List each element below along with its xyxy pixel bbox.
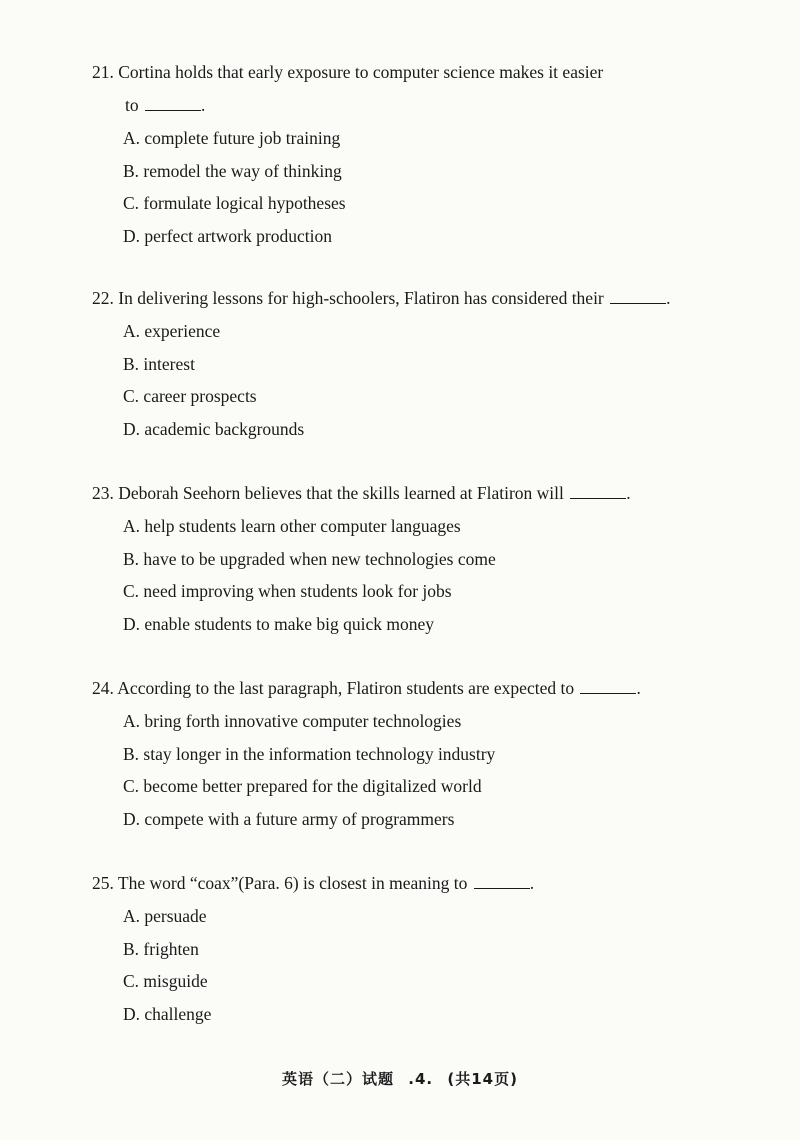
stem-text: 25. The word “coax”(Para. 6) is closest in meaning to bbox=[92, 873, 468, 893]
stem-text-cont: to bbox=[125, 95, 139, 115]
stem-text: 24. According to the last paragraph, Flatiron students are expected to bbox=[92, 678, 575, 698]
stem-text: 23. Deborah Seehorn believes that the skills learned at Flatiron will bbox=[92, 483, 564, 503]
option-b: B. have to be upgraded when new technologies come bbox=[123, 548, 496, 569]
option-a: A. help students learn other computer languages bbox=[123, 516, 461, 536]
option-c: C. need improving when students look for jobs bbox=[123, 581, 452, 601]
footer-total-pages: (共14页) bbox=[447, 1070, 518, 1088]
footer-page-number: .4. bbox=[408, 1070, 434, 1088]
option-a: A. experience bbox=[123, 321, 221, 341]
option-a: A. bring forth innovative computer technologies bbox=[123, 711, 462, 731]
options-list bbox=[92, 315, 732, 445]
option-d: D. perfect artwork production bbox=[123, 225, 332, 246]
stem-end: . bbox=[666, 288, 671, 308]
question-stem bbox=[92, 867, 732, 900]
options-list bbox=[92, 900, 732, 1030]
option-b: B. interest bbox=[123, 353, 195, 374]
question-23 bbox=[92, 477, 732, 640]
question-stem bbox=[92, 56, 732, 122]
option-a: A. complete future job training bbox=[123, 128, 341, 148]
question-stem bbox=[92, 672, 732, 705]
stem-end: . bbox=[636, 678, 641, 698]
option-d: D. compete with a future army of programmers bbox=[123, 808, 455, 829]
option-d: D. challenge bbox=[123, 1003, 212, 1024]
options-list bbox=[92, 510, 732, 640]
stem-continuation bbox=[92, 89, 732, 122]
options-list bbox=[92, 122, 732, 252]
stem-text: 21. Cortina holds that early exposure to computer science makes it easier bbox=[92, 62, 604, 82]
option-b: B. stay longer in the information technology industry bbox=[123, 743, 496, 764]
stem-end: . bbox=[201, 95, 206, 115]
option-b: B. frighten bbox=[123, 938, 199, 959]
question-25 bbox=[92, 867, 732, 1030]
page-footer bbox=[0, 1068, 800, 1089]
answer-blank bbox=[474, 874, 530, 889]
question-24 bbox=[92, 672, 732, 835]
option-a: A. persuade bbox=[123, 906, 207, 926]
option-c: C. career prospects bbox=[123, 386, 257, 406]
option-b: B. remodel the way of thinking bbox=[123, 160, 342, 181]
option-d: D. academic backgrounds bbox=[123, 418, 305, 439]
option-c: C. misguide bbox=[123, 971, 208, 991]
stem-end: . bbox=[529, 873, 535, 893]
stem-end: . bbox=[626, 483, 631, 503]
question-22 bbox=[92, 282, 732, 445]
answer-blank bbox=[570, 484, 626, 499]
question-stem bbox=[92, 477, 732, 510]
option-d: D. enable students to make big quick money bbox=[123, 613, 435, 634]
question-stem bbox=[92, 282, 732, 315]
answer-blank bbox=[145, 96, 201, 111]
question-21 bbox=[92, 56, 732, 252]
answer-blank bbox=[580, 679, 636, 694]
option-c: C. become better prepared for the digitalized world bbox=[123, 776, 482, 796]
option-c: C. formulate logical hypotheses bbox=[123, 193, 346, 213]
options-list bbox=[92, 705, 732, 835]
answer-blank bbox=[610, 289, 666, 304]
footer-subject: 英语（二）试题 bbox=[282, 1070, 395, 1088]
stem-text: 22. In delivering lessons for high-schoolers, Flatiron has considered their bbox=[92, 288, 604, 308]
